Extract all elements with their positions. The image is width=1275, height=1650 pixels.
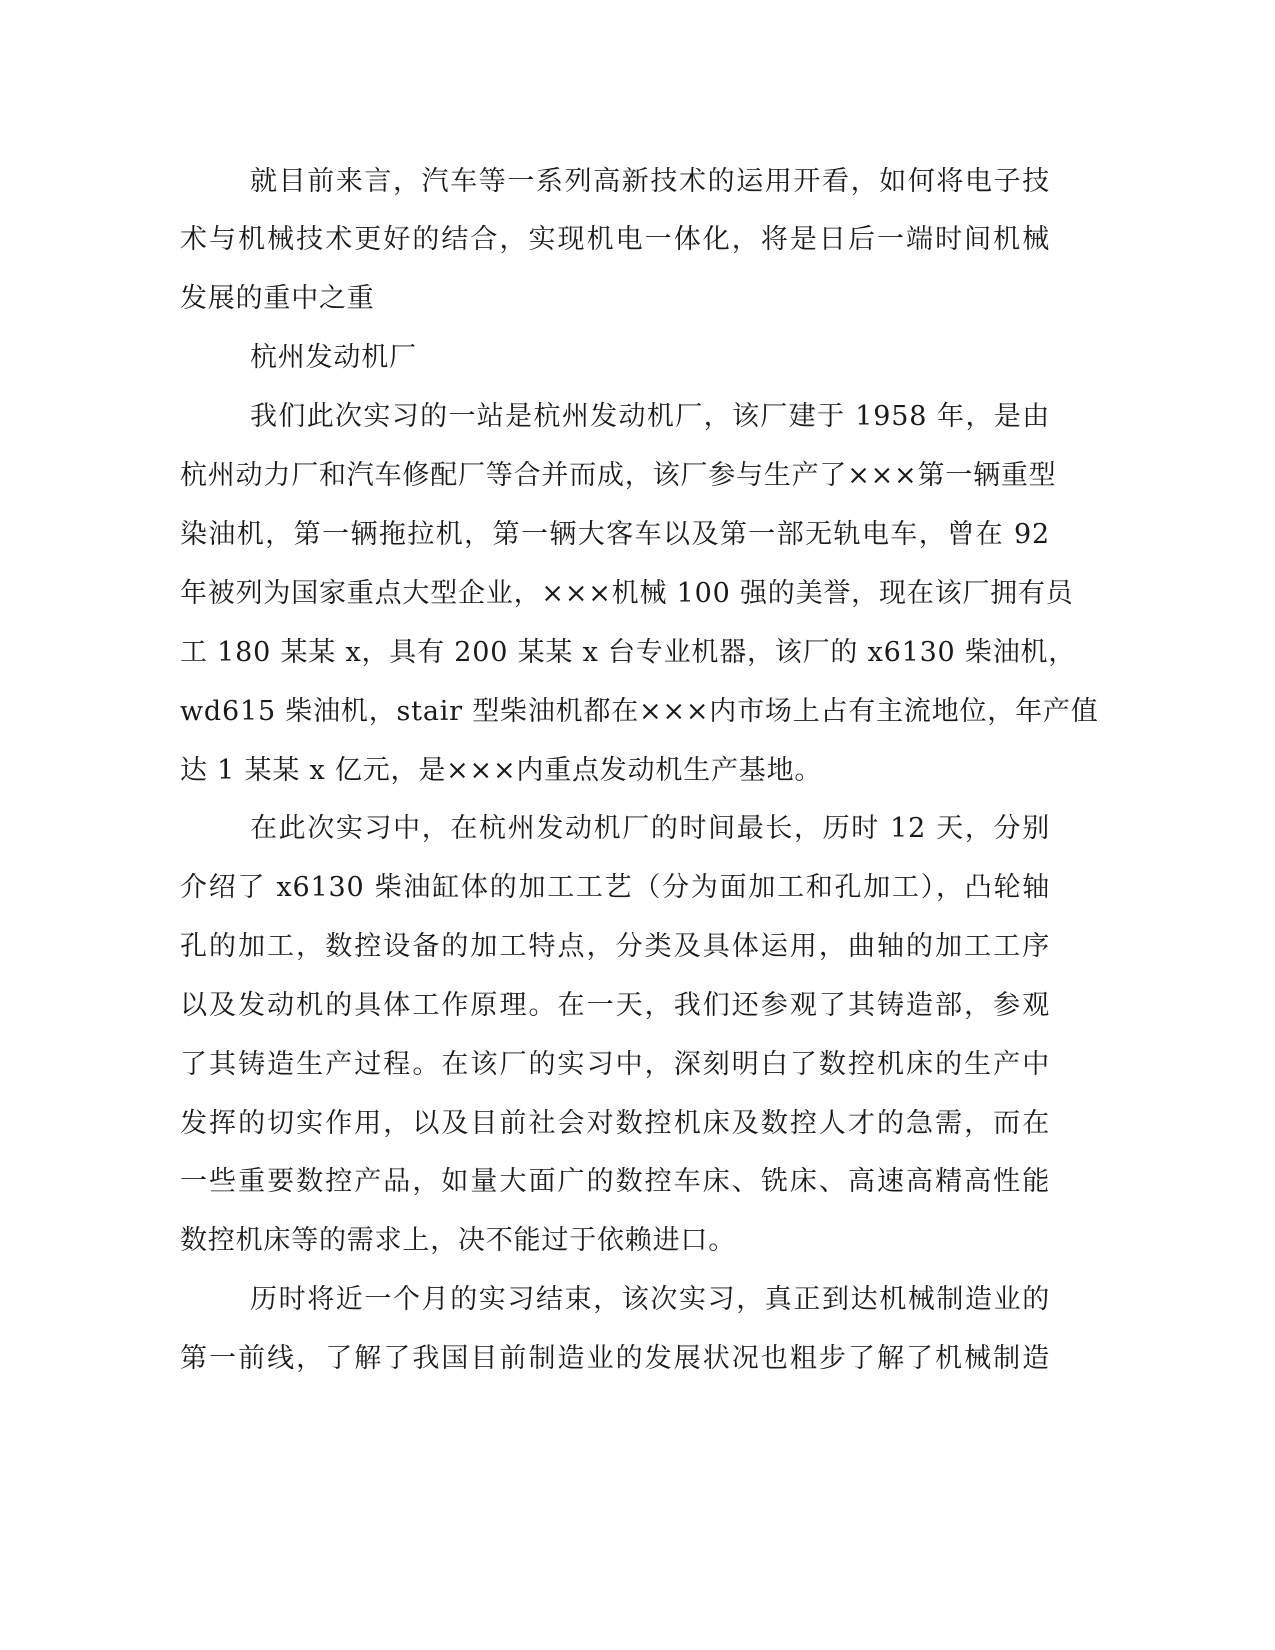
paragraph-line: 杭州动力厂和汽车修配厂等合并而成，该厂参与生产了×××第一辆重型 [180,460,1057,491]
paragraph-line: 年被列为国家重点大型企业，×××机械 100 强的美誉，现在该厂拥有员 [180,578,1074,609]
paragraph-line: 历时将近一个月的实习结束，该次实习，真正到达机械制造业的 [250,1284,1050,1315]
paragraph-line: 一些重要数控产品，如量大面广的数控车床、铣床、高速高精高性能 [180,1166,1050,1197]
paragraph-line: 发挥的切实作用，以及目前社会对数控机床及数控人才的急需，而在 [180,1108,1050,1139]
paragraph-line: 术与机械技术更好的结合，实现机电一体化，将是日后一端时间机械 [180,224,1050,255]
paragraph-line: 发展的重中之重 [180,283,375,314]
paragraph-line: 以及发动机的具体工作原理。在一天，我们还参观了其铸造部，参观 [180,990,1050,1021]
paragraph-line: 孔的加工，数控设备的加工特点，分类及具体运用，曲轴的加工工序 [180,931,1050,962]
paragraph-line: 了其铸造生产过程。在该厂的实习中，深刻明白了数控机床的生产中 [180,1049,1050,1080]
paragraph-line: 第一前线，了解了我国目前制造业的发展状况也粗步了解了机械制造 [180,1343,1050,1374]
paragraph-line: wd615 柴油机，stair 型柴油机都在×××内市场上占有主流地位，年产值 [180,696,1099,727]
paragraph-line: 染油机，第一辆拖拉机，第一辆大客车以及第一部无轨电车，曾在 92 [180,519,1050,550]
paragraph-line: 在此次实习中，在杭州发动机厂的时间最长，历时 12 天，分别 [250,813,1050,844]
paragraph-line: 就目前来言，汽车等一系列高新技术的运用开看，如何将电子技 [250,166,1050,197]
paragraph-line: 我们此次实习的一站是杭州发动机厂，该厂建于 1958 年，是由 [250,401,1050,432]
paragraph-line: 达 1 某某 x 亿元，是×××内重点发动机生产基地。 [180,755,823,786]
paragraph-line: 数控机床等的需求上，决不能过于依赖进口。 [180,1225,736,1256]
paragraph-line: 工 180 某某 x，具有 200 某某 x 台专业机器，该厂的 x6130 柴油机， [180,637,1077,668]
paragraph-line: 介绍了 x6130 柴油缸体的加工工艺（分为面加工和孔加工），凸轮轴 [180,872,1050,903]
section-heading: 杭州发动机厂 [250,342,417,373]
